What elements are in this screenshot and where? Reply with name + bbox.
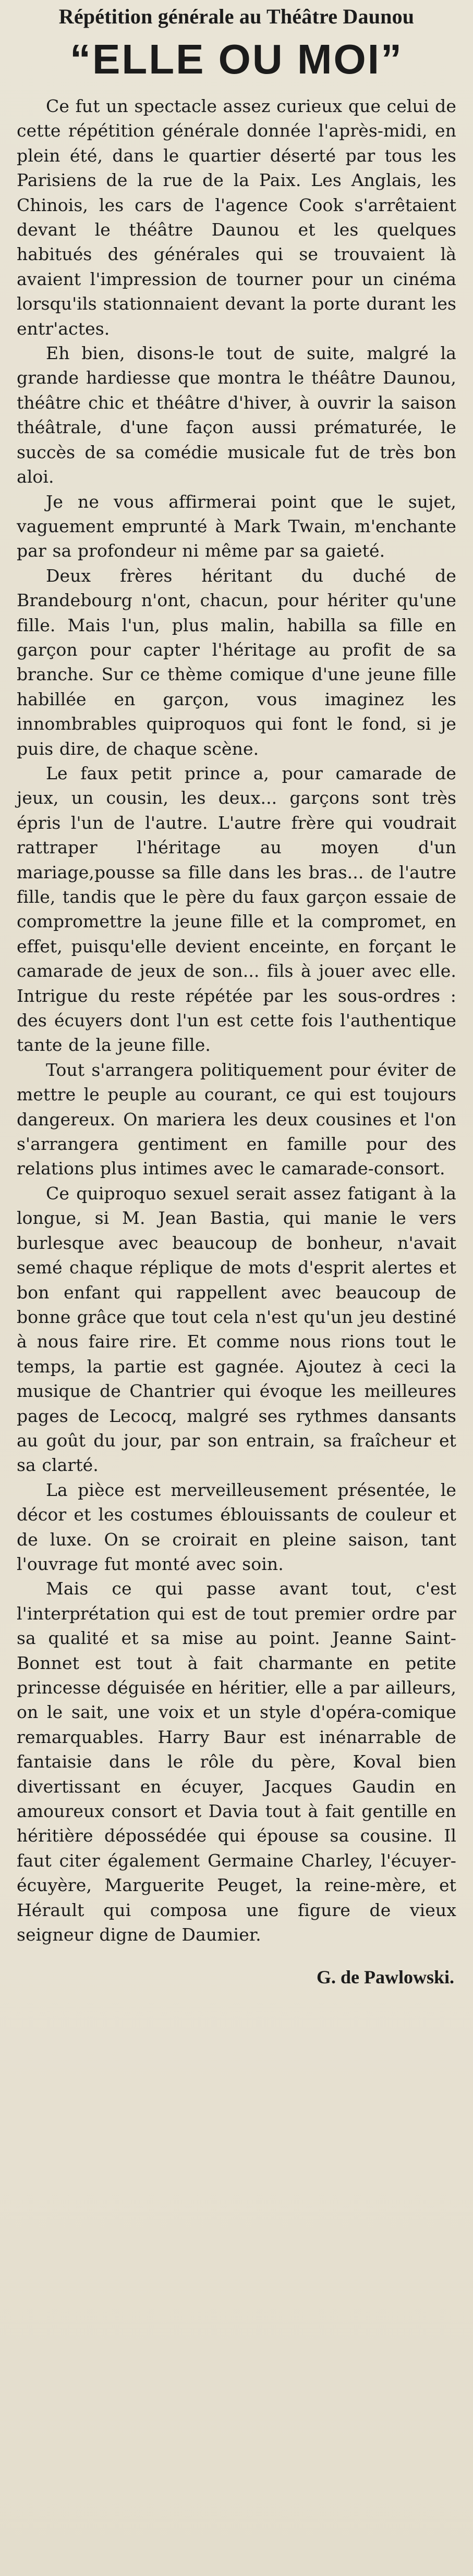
article-paragraph: Le faux petit prince a, pour camarade de jeux, un cousin, les deux... garçons sont très épris l'un de l'autre. L'autre frère qui voudrait rattraper l'héritage au moyen d'un mariage,pousse sa fille dans les bras... de l'autre fille, tandis que le père du faux garçon essaie de compromettre la jeune fille et la compromet, en effet, puisqu'elle devient enceinte, en forçant le camarade de jeux de son... fils à jouer avec elle. Intrigue du reste répétée par les sous-ordres : des écuyers dont l'un est cette fois l'authentique tante de la jeune fille. [17,763,456,1056]
article-headline: “ELLE OU MOI” [70,36,403,82]
article-body [17,94,456,1947]
author-signature: G. de Pawlowski. [316,1967,454,1988]
article-paragraph: Mais ce qui passe avant tout, c'est l'interprétation qui est de tout premier ordre par sa qualité et sa mise au point. Jeanne Saint-Bonnet est tout à fait charmante en petite princesse déguisée en héritier, elle a par ailleurs, on le sait, une voix et un style d'opéra-comique remarquables. Harry Baur est inénarrable de fantaisie dans le rôle du père, Koval bien divertissant en écuyer, Jacques Gaudin en amoureux consort et Davia tout à fait gentille en héritière dépossédée qui épouse sa cousine. Il faut citer également Germaine Charley, l'écuyer-écuyère, Marguerite Peuget, la reine-mère, et Hérault qui composa une figure de vieux seigneur digne de Daumier. [17,1578,456,1945]
article-paragraph: Tout s'arrangera politiquement pour éviter de mettre le peuple au courant, ce qui est toujours dangereux. On mariera les deux cousines et l'on s'arrangera gentiment en famille pour des relations plus intimes avec le camarade-consort. [17,1059,456,1179]
article-paragraph: Ce quiproquo sexuel serait assez fatigant à la longue, si M. Jean Bastia, qui manie le vers burlesque avec beaucoup de bonheur, n'avait semé chaque réplique de mots d'esprit alertes et bon enfant qui rappellent avec beaucoup de bonne grâce que tout cela n'est qu'un jeu destiné à nous faire rire. Et comme nous rions tout le temps, la partie est gagnée. Ajoutez à ceci la musique de Chantrier qui évoque les meilleures pages de Lecocq, malgré ses rythmes dansants au goût du jour, par son entrain, sa fraîcheur et sa clarté. [17,1183,456,1476]
article-paragraph: Je ne vous affirmerai point que le sujet, vaguement emprunté à Mark Twain, m'enchante par sa profondeur ni même par sa gaieté. [17,491,456,561]
article-paragraph: Deux frères héritant du duché de Brandebourg n'ont, chacun, pour hériter qu'une fille. Mais l'un, plus malin, habilla sa fille en garçon pour capter l'héritage au profit de sa branche. Sur ce thème comique d'une jeune fille habillée en garçon, vous imaginez les innombrables quiproquos qui font le fond, si je puis dire, de chaque scène. [17,565,456,759]
article-kicker: Répétition générale au Théâtre Daunou [58,5,415,28]
page-edge-mark [450,2544,461,2546]
article-paragraph: La pièce est merveilleusement présentée, le décor et les costumes éblouissants de couleur et de luxe. On se croirait en pleine saison, tant l'ouvrage fut monté avec soin. [17,1479,456,1574]
article-column [17,3,456,1990]
article-paragraph: Eh bien, disons-le tout de suite, malgré la grande hardiesse que montra le théâtre Daunou, théâtre chic et théâtre d'hiver, à ouvrir la saison théâtrale, d'une façon aussi prématurée, le succès de sa comédie musicale fut de très bon aloi. [17,343,456,487]
article-paragraph: Ce fut un spectacle assez curieux que celui de cette répétition générale donnée l'après-midi, en plein été, dans le quartier déserté par tous les Parisiens de la rue de la Paix. Les Anglais, les Chinois, les cars de l'agence Cook s'arrêtaient devant le théâtre Daunou et les quelques habitués des générales qui se trouvaient là avaient l'impression de tourner pour un cinéma lorsqu'ils stationnaient devant la porte durant les entr'actes. [17,96,456,339]
